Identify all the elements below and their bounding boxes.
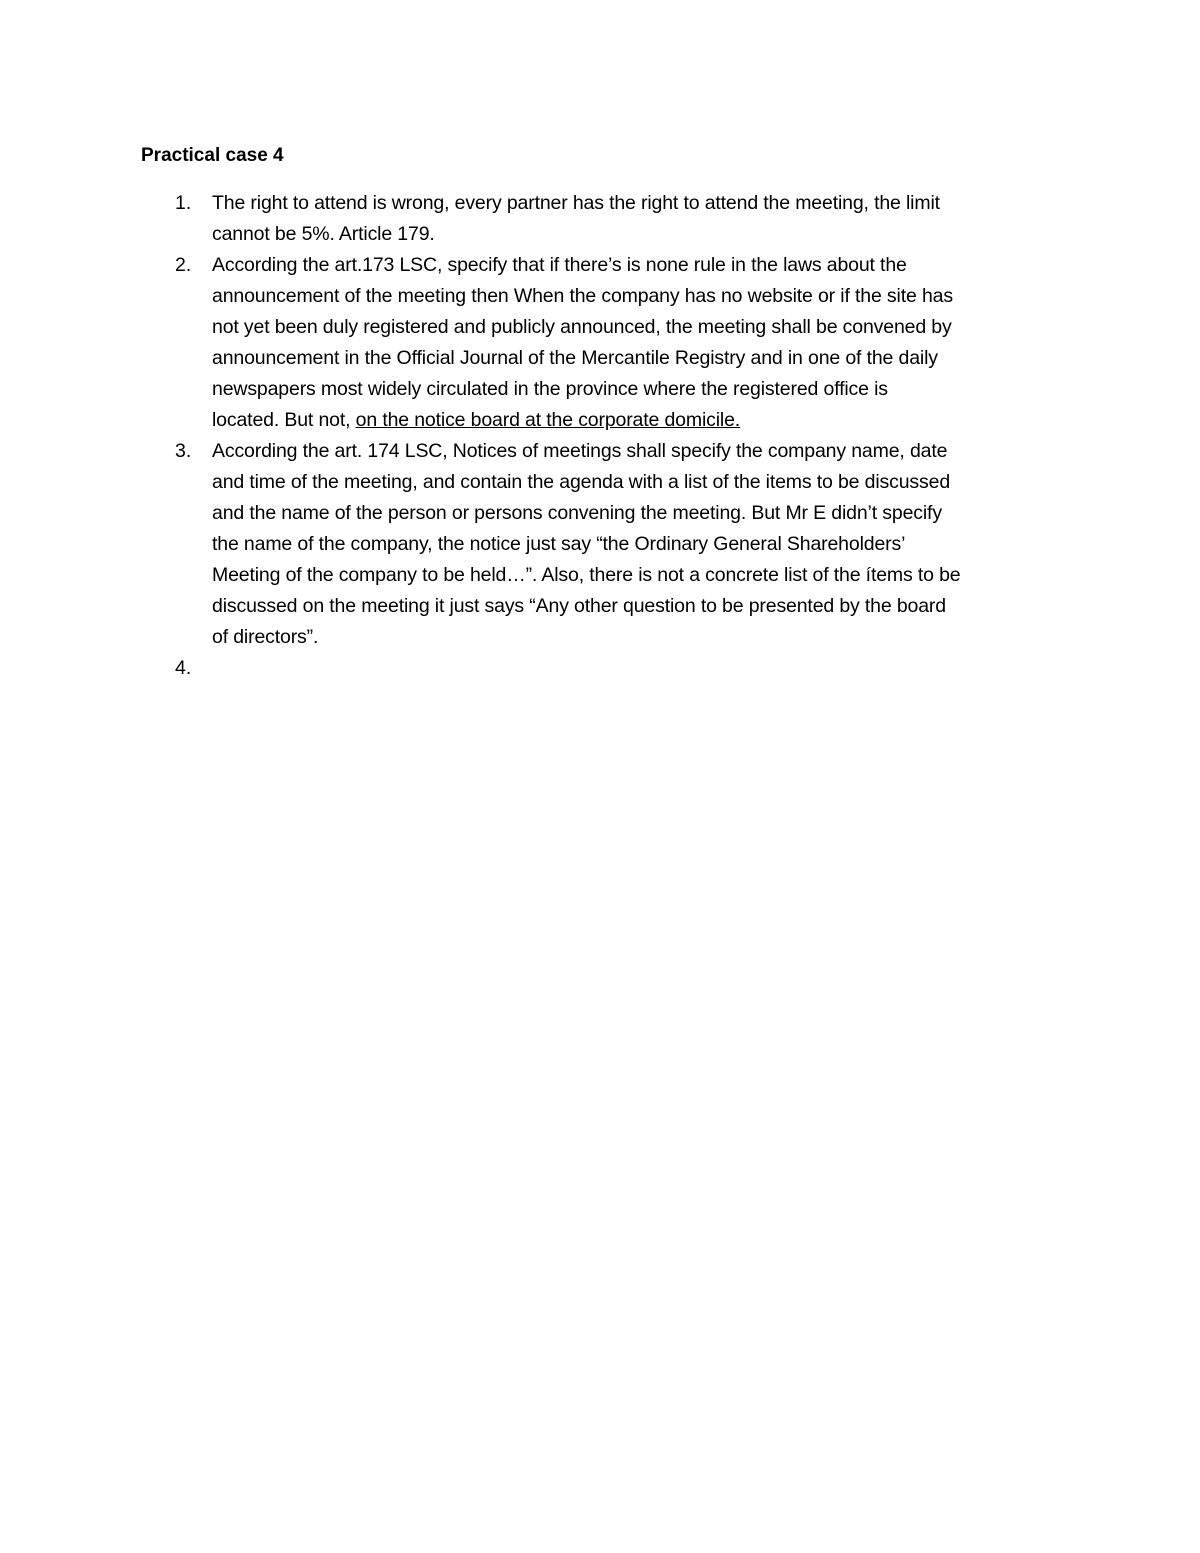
text-line: and the name of the person or persons convening the meeting. But Mr E didn’t specify <box>212 502 942 524</box>
text-line: cannot be 5%. Article 179. <box>212 223 435 245</box>
text-line: discussed on the meeting it just says “Any other question to be presented by the board <box>212 595 946 617</box>
list-item-number: 4. <box>175 657 192 679</box>
answer-list <box>0 188 1200 684</box>
list-item <box>0 188 1200 250</box>
text-line-prefix: located. But not, <box>212 409 356 431</box>
text-line <box>212 405 1072 436</box>
list-item-text <box>212 436 1072 653</box>
text-line: the name of the company, the notice just say “the Ordinary General Shareholders’ <box>212 533 906 555</box>
text-line: not yet been duly registered and publicly announced, the meeting shall be convened by <box>212 316 952 338</box>
text-line: of directors”. <box>212 626 319 648</box>
list-item-text <box>212 653 1072 684</box>
text-line: Meeting of the company to be held…”. Also, there is not a concrete list of the ítems to be <box>212 564 961 586</box>
text-line: According the art.173 LSC, specify that if there’s is none rule in the laws about the <box>212 254 907 276</box>
list-item <box>0 653 1200 684</box>
list-item-number: 1. <box>175 192 192 214</box>
list-item-number: 3. <box>175 440 192 462</box>
text-line: and time of the meeting, and contain the agenda with a list of the items to be discussed <box>212 471 951 493</box>
list-item <box>0 436 1200 653</box>
underlined-text: on the notice board at the corporate domicile. <box>355 409 741 431</box>
text-line: announcement of the meeting then When the company has no website or if the site has <box>212 285 953 307</box>
list-item-text <box>212 188 1072 250</box>
text-line: newspapers most widely circulated in the province where the registered office is <box>212 378 888 400</box>
list-item-text <box>212 250 1072 436</box>
text-line: According the art. 174 LSC, Notices of meetings shall specify the company name, date <box>212 440 948 462</box>
list-item <box>0 250 1200 436</box>
document-title: Practical case 4 <box>141 145 284 166</box>
list-item-number: 2. <box>175 254 192 276</box>
text-line: The right to attend is wrong, every partner has the right to attend the meeting, the limit <box>212 192 940 214</box>
text-line: announcement in the Official Journal of the Mercantile Registry and in one of the daily <box>212 347 938 369</box>
